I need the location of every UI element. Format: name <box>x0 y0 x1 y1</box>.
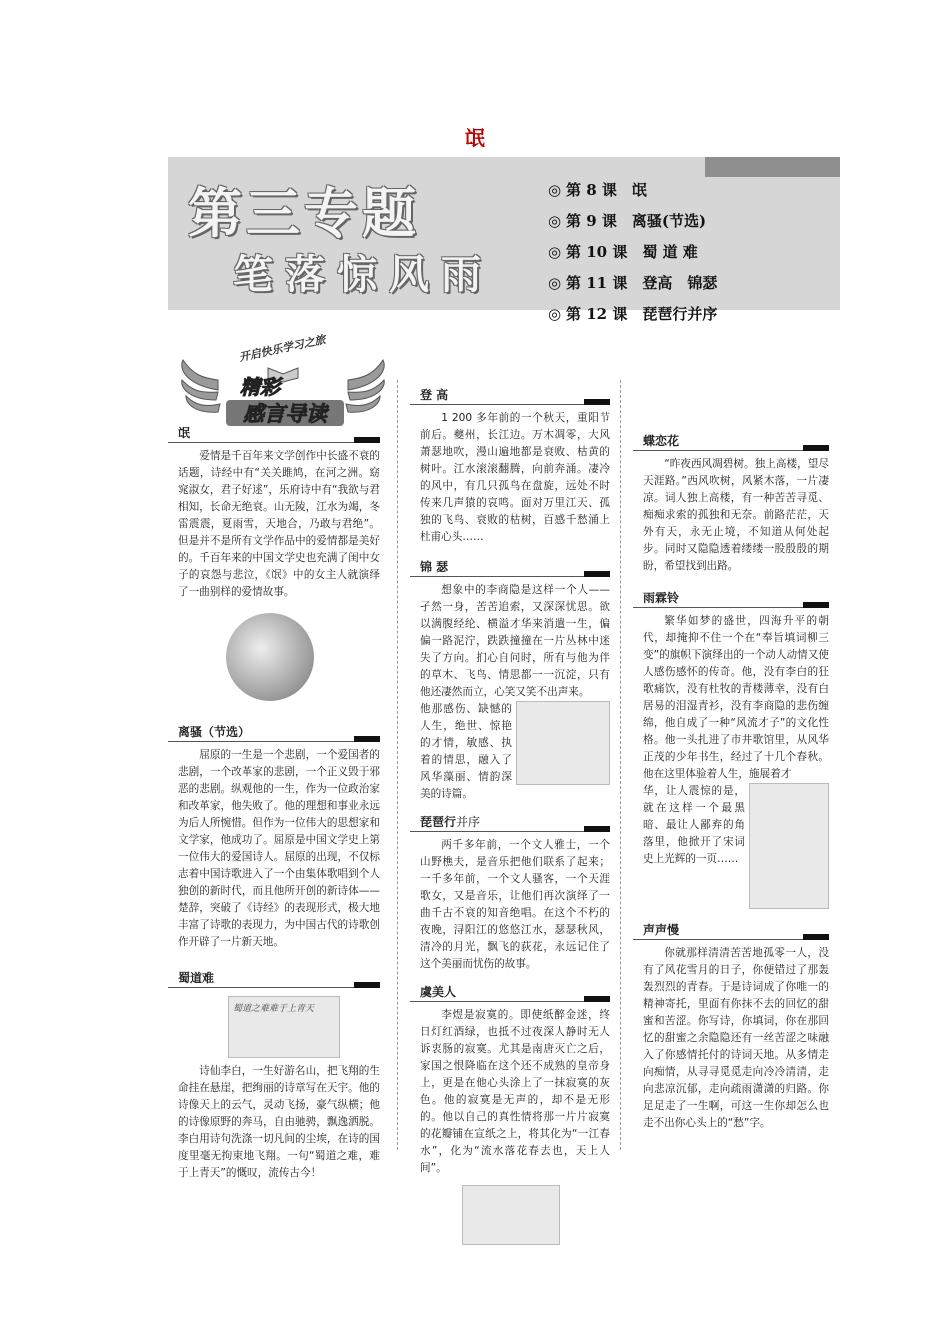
calligraphy-text: 蜀道之难难于上青天 <box>233 1004 315 1014</box>
page-heading: 氓 <box>465 126 485 150</box>
logo-line1: 精彩 <box>240 375 280 399</box>
section-text: 繁华如梦的盛世，四海升平的朝代，却掩抑不住一个在“奉旨填词柳三变”的旗帜下演绎出的一个动人动情又使人感伤感怀的传奇。他，没有李白的狂歌痛饮，没有杜牧的青楼薄幸，没有白居易的泪湿青衫，没有李商隐的悲伤缠绵，他自成了一种“风流才子”的文化性格。他一头扎进了市井歌馆里，从风华正茂的少年书生，经过了十几个春秋。他在这里体验着人生，施展着才 <box>643 615 829 780</box>
section-mang <box>168 424 380 701</box>
heading-bar <box>803 602 829 608</box>
section-shudaonan <box>168 969 380 1182</box>
section-text: 1 200 多年前的一个秋天，重阳节前后。夔州，长江边。万木凋零，大风萧瑟地吹，漫山遍地都是衰败、枯黄的树叶。江水滚滚翻腾，向前奔涌。凄冷的风中，有几只孤鸟在盘旋，远处不时传来几声猿的哀鸣。面对万里江天、孤独的飞鸟、衰败的枯树，百感千愁涌上杜甫心头…… <box>420 412 610 543</box>
section-text: “昨夜西风凋碧树。独上高楼，望尽天涯路。”西风吹树，风紧木落，一片凄凉。词人独上高楼，有一种苦苦寻觅、痴痴求索的孤独和无奈。前路茫茫，天外有天，永无止境，不知道从何处起步。同时又隐隐透着缕缕一股殷殷的期盼，希望找到出路。 <box>643 458 829 572</box>
section-text: 李煜是寂寞的。即使纸醉金迷，终日灯红酒绿，也抵不过夜深人静时无人诉衷肠的寂寞。尤其是南唐灭亡之后，家国之恨降临在这个还不成熟的皇帝身上，更是在他心头涂上了一抹寂寞的灰色。他的寂寞是无声的，却不是无形的。他以自己的真性情将那一片片寂寞的花瓣铺在宣纸之上，将其化为“一江春水”，化为“流水落花春去也，天上人间”。 <box>420 1009 610 1174</box>
left-column <box>168 424 380 1182</box>
right-wing-icon <box>346 360 384 412</box>
double-circle-icon: ◎ <box>548 274 562 292</box>
lesson-item[interactable]: ◎ 第 9 课 离骚(节选) <box>548 206 717 237</box>
section-title: 蜀道难 <box>168 969 380 988</box>
li-yu-illustration <box>462 1185 560 1245</box>
double-circle-icon: ◎ <box>548 243 562 261</box>
section-text: 屈原的一生是一个悲剧，一个爱国者的悲剧，一个改革家的悲剧，一个正义毁于邪恶的悲剧。纵观他的一生，作为一位政治家和改革家，他失败了。他的理想和事业永远为后人所惋惜。但作为一位伟大的思想家和文学家，他成功了。屈原是中国文学史上第一位伟大的爱国诗人。屈原的出现，不仅标志着中国诗歌进入了一个由集体歌唱到个人独创的新时代，而且他所开创的新诗体——楚辞，突破了《诗经》的表现形式，极大地丰富了诗歌的表现力，为中国古代的诗歌创作开辟了一片新天地。 <box>178 749 380 948</box>
lesson-item[interactable]: ◎ 第 8 课 氓 <box>548 175 717 206</box>
section-title: 氓 <box>168 424 380 443</box>
heading-bar <box>584 399 610 405</box>
romance-illustration <box>226 613 314 701</box>
heading-bar <box>803 445 829 451</box>
section-title: 锦 瑟 <box>410 558 610 577</box>
section-lisao <box>168 723 380 951</box>
section-title: 雨霖铃 <box>633 589 829 608</box>
section-yumeiren <box>410 983 610 1245</box>
section-title: 声声慢 <box>633 921 829 940</box>
section-text: 你就那样清清苦苦地孤零一人，没有了风花雪月的日子，你便错过了那轰轰烈烈的青春。于是诗词成了你唯一的精神寄托，里面有你抹不去的回忆的甜蜜和苦涩。你写诗，你填词，你在那回忆的甜蜜之余隐隐还有一丝苦涩之味融入了你感情托付的诗词天地。从多情走向痴情，从寻寻觅觅走向冷冷清清，走向悲凉沉郁，走向疏雨潇潇的归路。你足足走了一生啊，可这一生你却怎么也走不出你心头上的“愁”字。 <box>643 947 829 1129</box>
section-title: 虞美人 <box>410 983 610 1002</box>
liu-yong-illustration <box>749 783 829 909</box>
double-circle-icon: ◎ <box>548 181 562 199</box>
column-divider <box>620 380 621 1150</box>
lesson-list <box>548 175 717 330</box>
logo-line2: 感言导读 <box>243 402 327 426</box>
lesson-item[interactable]: ◎ 第 10 课 蜀 道 难 <box>548 237 717 268</box>
section-text-side: 华，让人震惊的是，就在这样一个最黑暗、最让人鄙弃的角落里，他掀开了宋词史上光辉的一页…… <box>643 785 745 865</box>
left-wing-icon <box>182 360 220 412</box>
heading-bar <box>584 826 610 832</box>
right-column <box>633 432 829 1132</box>
logo-arc-text: 开启快乐学习之旅 <box>237 333 327 365</box>
double-circle-icon: ◎ <box>548 212 562 230</box>
column-divider <box>397 380 398 1150</box>
topic-banner <box>168 157 840 323</box>
heading-bar <box>354 736 380 742</box>
banner-strip <box>705 157 840 177</box>
section-pipaxing <box>410 813 610 973</box>
section-text: 两千多年前，一个文人雅士，一个山野樵夫，是音乐把他们联系了起来；一千多年前，一个文人骚客，一个天涯歌女，又是音乐，让他们再次演绎了一曲千古不衰的知音绝唱。在这个不朽的夜晚，浔阳江的悠悠江水，瑟瑟秋风，清冷的月光，飘飞的荻花，永远记住了这个美丽而忧伤的故事。 <box>420 839 610 970</box>
lesson-item[interactable]: ◎ 第 11 课 登高 锦瑟 <box>548 268 717 299</box>
reading-guide-logo <box>178 330 388 435</box>
heading-bar <box>584 996 610 1002</box>
li-bai-illustration <box>228 996 340 1058</box>
section-text: 诗仙李白，一生好游名山，把飞翔的生命挂在悬崖，把绚丽的诗章写在天宇。他的诗像天上的云气，灵动飞扬，豪气纵横；他的诗像原野的奔马，自由驰骋，飘逸洒脱。李白用诗句洗涤一切凡间的尘埃，在诗的国度里毫无拘束地飞翔。一句“蜀道之难，难于上青天”的慨叹，流传古今！ <box>178 1065 380 1179</box>
middle-column <box>410 386 610 1245</box>
section-text-side: 他那感伤、缺憾的人生，绝世、惊艳的才情，敏感、执着的情思，融入了风华藻丽、情韵深美的诗篇。 <box>420 703 512 800</box>
heading-bar <box>584 571 610 577</box>
banner-subtitle: 笔落惊风雨 <box>233 252 493 298</box>
section-title: 离骚（节选） <box>168 723 380 742</box>
section-dielianhua <box>633 432 829 575</box>
heading-bar <box>354 982 380 988</box>
section-text: 爱情是千百年来文学创作中长盛不衰的话题，诗经中有“关关雎鸠，在河之洲。窈窕淑女，君子好逑”，乐府诗中有“我欲与君相知，长命无绝衰。山无陵，江水为竭，冬雷震震，夏雨雪，天地合，乃敢与君绝”。但是并不是所有文学作品中的爱情都是美好的。千百年来的中国文学史也充满了闺中女子的哀怨与悲泣，《氓》中的女主人就演绎了一曲别样的爱情故事。 <box>178 450 380 598</box>
section-title: 登 高 <box>410 386 610 405</box>
section-shengshengman <box>633 921 829 1132</box>
section-title: 蝶恋花 <box>633 432 829 451</box>
section-title: 琵琶行并序 <box>410 813 610 832</box>
banner-title: 第三专题 <box>188 182 420 245</box>
heading-bar <box>354 437 380 443</box>
section-jinse <box>410 558 610 803</box>
section-text: 想象中的李商隐是这样一个人——孑然一身，苦苦追索，又深深忧思。欲以满腹经纶、横溢才华来消遣一生，偏偏一路泥泞，跌跌撞撞在一片丛林中迷失了方向。扪心自问时，所有与他为伴的草木、飞鸟、情思都一一沉淀，只有他还凄然而立，心笑又笑不出声来。 <box>420 584 610 698</box>
li-shangyin-illustration <box>516 701 610 785</box>
section-denggao <box>410 386 610 546</box>
heading-bar <box>803 934 829 940</box>
double-circle-icon: ◎ <box>548 305 562 323</box>
section-yulinling <box>633 589 829 909</box>
lesson-item[interactable]: ◎ 第 12 课 琵琶行并序 <box>548 299 717 330</box>
